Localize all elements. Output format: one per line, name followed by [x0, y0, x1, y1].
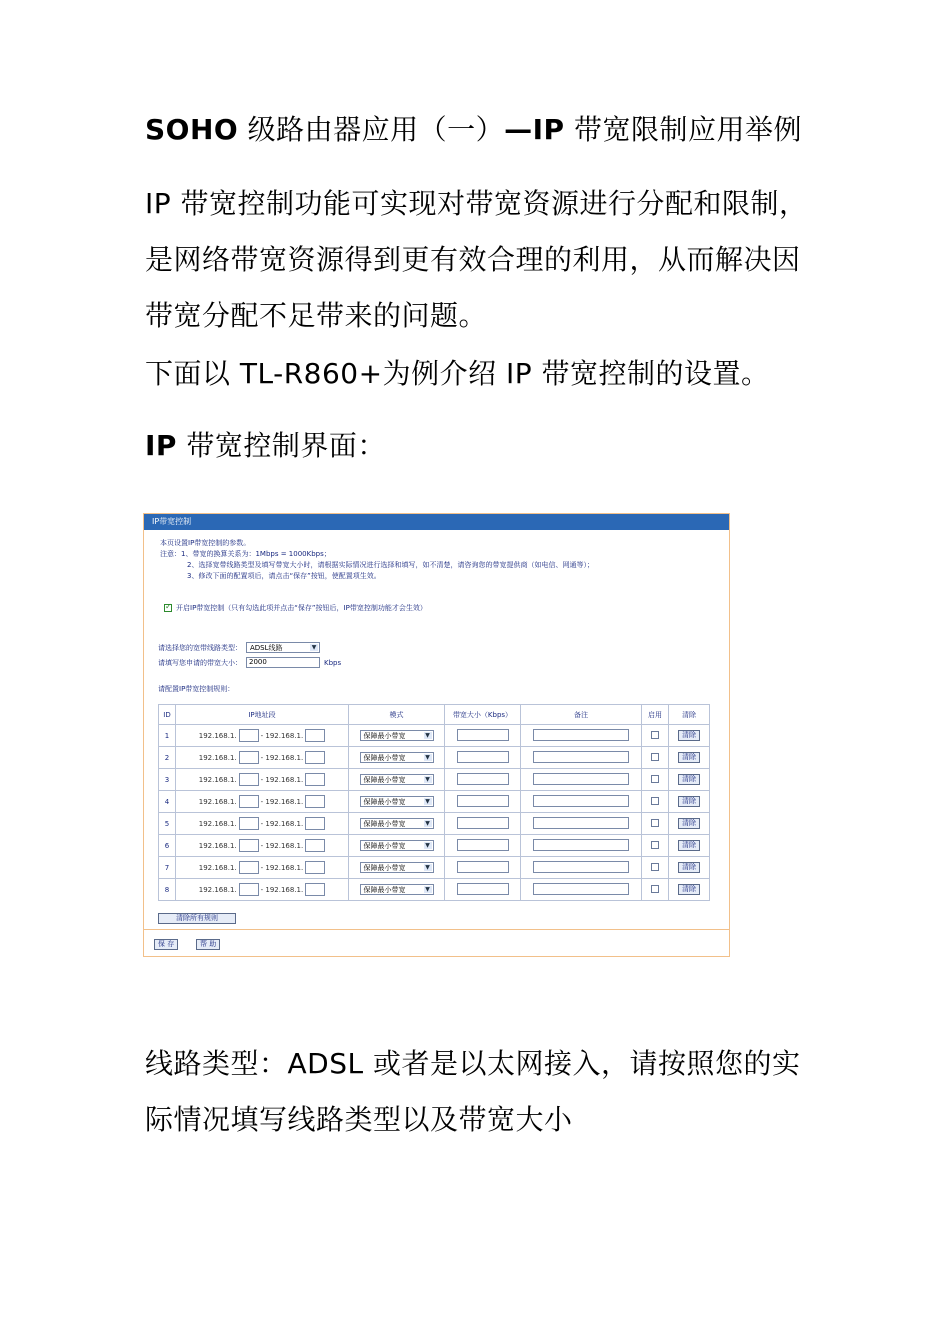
line-type-row: [158, 642, 320, 653]
chevron-down-icon: ▼: [425, 798, 430, 805]
mode-cell: [349, 747, 445, 769]
ip-start-input[interactable]: [239, 751, 259, 764]
rule-bandwidth-input[interactable]: [457, 839, 509, 851]
bandwidth-cell: [445, 835, 521, 857]
title-mid: 级路由器应用（一）: [238, 113, 505, 146]
enable-cell: [642, 725, 669, 747]
enable-cell: [642, 879, 669, 901]
rule-id: 5: [159, 813, 176, 835]
rule-enable-checkbox[interactable]: [651, 885, 659, 893]
rule-clear-button[interactable]: 清除: [678, 862, 700, 873]
bandwidth-cell: [445, 769, 521, 791]
note-cell: [521, 835, 642, 857]
ip-end-input[interactable]: [305, 751, 325, 764]
ip-end-input[interactable]: [305, 729, 325, 742]
enable-cell: [642, 813, 669, 835]
col-clear: 清除: [669, 705, 710, 725]
ip-range-cell: [176, 791, 349, 813]
enable-cell: [642, 835, 669, 857]
note-cell: [521, 813, 642, 835]
mode-cell: [349, 725, 445, 747]
bandwidth-input[interactable]: 2000: [246, 657, 320, 668]
mode-value: 保障最小带宽: [363, 797, 406, 806]
note-cell: [521, 857, 642, 879]
mode-value: 保障最小带宽: [363, 863, 406, 872]
rule-enable-checkbox[interactable]: [651, 797, 659, 805]
rule-id: 6: [159, 835, 176, 857]
clear-cell: [669, 879, 710, 901]
clear-cell: [669, 747, 710, 769]
rule-bandwidth-input[interactable]: [457, 817, 509, 829]
enable-row: [164, 603, 427, 613]
chevron-down-icon: ▼: [425, 732, 430, 739]
rule-id: 8: [159, 879, 176, 901]
col-id: ID: [159, 705, 176, 725]
ip-prefix: 192.168.1.: [198, 863, 237, 872]
ip-sep: - 192.168.1.: [260, 797, 304, 806]
chevron-down-icon: ▼: [425, 820, 430, 827]
ip-range-cell: [176, 879, 349, 901]
ip-start-input[interactable]: [239, 729, 259, 742]
rule-note-input[interactable]: [533, 839, 629, 851]
table-row: [159, 769, 710, 791]
mode-cell: [349, 879, 445, 901]
mode-value: 保障最小带宽: [363, 731, 406, 740]
clear-cell: [669, 725, 710, 747]
clear-cell: [669, 813, 710, 835]
p1-line2: 是网络带宽资源得到更有效合理的利用，从而解决因: [145, 243, 801, 276]
table-row: [159, 835, 710, 857]
ip-start-input[interactable]: [239, 773, 259, 786]
title-bold-ip: —IP: [504, 113, 565, 146]
ip-prefix: 192.168.1.: [198, 797, 237, 806]
table-row: [159, 747, 710, 769]
rule-enable-checkbox[interactable]: [651, 775, 659, 783]
mode-value: 保障最小带宽: [363, 885, 406, 894]
paragraph-3: [145, 418, 386, 474]
ip-prefix: 192.168.1.: [198, 775, 237, 784]
p3-rest: 带宽控制界面：: [176, 429, 386, 462]
rule-bandwidth-input[interactable]: [457, 773, 509, 785]
rules-label: 请配置IP带宽控制规则：: [158, 685, 235, 693]
mode-cell: [349, 791, 445, 813]
ip-range-cell: [176, 747, 349, 769]
p1-line3: 带宽分配不足带来的问题。: [145, 299, 488, 332]
rule-clear-button[interactable]: 清除: [678, 840, 700, 851]
bandwidth-cell: [445, 857, 521, 879]
rule-note-input[interactable]: [533, 729, 629, 741]
ip-sep: - 192.168.1.: [260, 753, 304, 762]
mode-select[interactable]: [360, 752, 434, 763]
enable-checkbox[interactable]: [164, 604, 172, 612]
mode-select[interactable]: [360, 862, 434, 873]
rule-enable-checkbox[interactable]: [651, 731, 659, 739]
clear-cell: [669, 857, 710, 879]
col-enable: 启用: [642, 705, 669, 725]
ip-prefix: 192.168.1.: [198, 819, 237, 828]
mode-value: 保障最小带宽: [363, 753, 406, 762]
p3-bold: IP: [145, 429, 177, 462]
ip-sep: - 192.168.1.: [260, 863, 304, 872]
ip-sep: - 192.168.1.: [260, 775, 304, 784]
ip-end-input[interactable]: [305, 795, 325, 808]
paragraph-1: [145, 176, 808, 344]
mode-select[interactable]: [360, 818, 434, 829]
mode-select[interactable]: [360, 884, 434, 895]
bandwidth-unit: Kbps: [324, 658, 342, 667]
enable-cell: [642, 857, 669, 879]
ip-end-input[interactable]: [305, 773, 325, 786]
chevron-down-icon: ▼: [425, 886, 430, 893]
ip-start-input[interactable]: [239, 883, 259, 896]
ip-start-input[interactable]: [239, 817, 259, 830]
clear-cell: [669, 791, 710, 813]
paragraph-2: 下面以 TL-R860+为例介绍 IP 带宽控制的设置。: [145, 357, 770, 390]
rule-note-input[interactable]: [533, 751, 629, 763]
rule-id: 3: [159, 769, 176, 791]
note-cell: [521, 791, 642, 813]
p1-line1: IP 带宽控制功能可实现对带宽资源进行分配和限制，: [145, 187, 808, 220]
rule-bandwidth-input[interactable]: [457, 883, 509, 895]
ip-range-cell: [176, 835, 349, 857]
enable-label: 开启IP带宽控制（只有勾选此项并点击“保存”按钮后，IP带宽控制功能才会生效）: [176, 604, 427, 612]
rule-note-input[interactable]: [533, 817, 629, 829]
rule-bandwidth-input[interactable]: [457, 861, 509, 873]
bandwidth-cell: [445, 725, 521, 747]
panel-notes: [160, 538, 594, 582]
line-type-select[interactable]: [246, 642, 320, 653]
save-button[interactable]: 保 存: [154, 939, 178, 950]
mode-value: 保障最小带宽: [363, 841, 406, 850]
clear-cell: [669, 769, 710, 791]
ip-range-cell: [176, 813, 349, 835]
line-type-label: 请选择您的宽带线路类型：: [158, 643, 242, 652]
bandwidth-cell: [445, 879, 521, 901]
chevron-down-icon: ▼: [425, 776, 430, 783]
bandwidth-cell: [445, 791, 521, 813]
table-row: [159, 879, 710, 901]
chevron-down-icon: ▼: [425, 864, 430, 871]
rule-enable-checkbox[interactable]: [651, 819, 659, 827]
note-cell: [521, 725, 642, 747]
enable-cell: [642, 791, 669, 813]
note-cell: [521, 769, 642, 791]
ip-sep: - 192.168.1.: [260, 841, 304, 850]
enable-cell: [642, 747, 669, 769]
ip-start-input[interactable]: [239, 861, 259, 874]
help-button[interactable]: 帮 助: [196, 939, 220, 950]
col-mode: 模式: [349, 705, 445, 725]
panel-header: IP带宽控制: [144, 514, 729, 530]
rule-enable-checkbox[interactable]: [651, 841, 659, 849]
mode-select[interactable]: [360, 840, 434, 851]
rule-note-input[interactable]: [533, 861, 629, 873]
rules-table: [158, 704, 710, 901]
col-bandwidth: 带宽大小（Kbps）: [445, 705, 521, 725]
ip-range-cell: [176, 857, 349, 879]
rules-header-row: [159, 705, 710, 725]
mode-cell: [349, 769, 445, 791]
note-cell: [521, 879, 642, 901]
ip-sep: - 192.168.1.: [260, 885, 304, 894]
ip-bandwidth-panel: [143, 513, 730, 957]
clear-all-button[interactable]: 清除所有规则: [158, 913, 236, 924]
mode-cell: [349, 857, 445, 879]
mode-cell: [349, 813, 445, 835]
rule-clear-button[interactable]: 清除: [678, 818, 700, 829]
mode-value: 保障最小带宽: [363, 775, 406, 784]
mode-cell: [349, 835, 445, 857]
note-1: 注意：1、带宽的换算关系为：1Mbps = 1000Kbps；: [160, 550, 331, 558]
rule-clear-button[interactable]: 清除: [678, 774, 700, 785]
clear-cell: [669, 835, 710, 857]
bandwidth-label: 请填写您申请的带宽大小：: [158, 658, 242, 667]
rule-note-input[interactable]: [533, 773, 629, 785]
ip-end-input[interactable]: [305, 839, 325, 852]
note-cell: [521, 747, 642, 769]
mode-value: 保障最小带宽: [363, 819, 406, 828]
ip-start-input[interactable]: [239, 839, 259, 852]
chevron-down-icon: ▼: [311, 644, 317, 651]
table-row: [159, 857, 710, 879]
rule-id: 7: [159, 857, 176, 879]
rule-id: 4: [159, 791, 176, 813]
rule-bandwidth-input[interactable]: [457, 751, 509, 763]
table-row: [159, 813, 710, 835]
mode-select[interactable]: [360, 796, 434, 807]
enable-cell: [642, 769, 669, 791]
ip-range-cell: [176, 769, 349, 791]
doc-title: [145, 102, 802, 158]
ip-start-input[interactable]: [239, 795, 259, 808]
rule-clear-button[interactable]: 清除: [678, 884, 700, 895]
col-ip-range: IP地址段: [176, 705, 349, 725]
note-2: 2、选择宽带线路类型及填写带宽大小时，请根据实际情况进行选择和填写，如不清楚，请咨询您的带宽提供商（如电信、网通等）；: [187, 561, 594, 569]
ip-end-input[interactable]: [305, 883, 325, 896]
title-suffix: 带宽限制应用举例: [564, 113, 802, 146]
rule-clear-button[interactable]: 清除: [678, 752, 700, 763]
rule-bandwidth-input[interactable]: [457, 729, 509, 741]
bandwidth-cell: [445, 747, 521, 769]
note-0: 本页设置IP带宽控制的参数。: [160, 539, 251, 547]
table-row: [159, 791, 710, 813]
ip-prefix: 192.168.1.: [198, 753, 237, 762]
rule-bandwidth-input[interactable]: [457, 795, 509, 807]
p4-line1: 线路类型：ADSL 或者是以太网接入，请按照您的实: [145, 1047, 801, 1080]
rule-note-input[interactable]: [533, 795, 629, 807]
ip-end-input[interactable]: [305, 817, 325, 830]
note-3: 3、修改下面的配置项后，请点击“保存”按钮，使配置项生效。: [187, 572, 381, 580]
chevron-down-icon: ▼: [425, 842, 430, 849]
rule-clear-button[interactable]: 清除: [678, 730, 700, 741]
rule-id: 2: [159, 747, 176, 769]
bandwidth-row: [158, 657, 341, 668]
ip-sep: - 192.168.1.: [260, 731, 304, 740]
line-type-value: ADSL线路: [250, 643, 283, 652]
chevron-down-icon: ▼: [425, 754, 430, 761]
paragraph-4: [145, 1036, 801, 1148]
rule-enable-checkbox[interactable]: [651, 863, 659, 871]
rule-enable-checkbox[interactable]: [651, 753, 659, 761]
table-row: [159, 725, 710, 747]
ip-prefix: 192.168.1.: [198, 885, 237, 894]
ip-range-cell: [176, 725, 349, 747]
col-note: 备注: [521, 705, 642, 725]
ip-prefix: 192.168.1.: [198, 731, 237, 740]
p4-line2: 际情况填写线路类型以及带宽大小: [145, 1103, 573, 1136]
title-prefix: SOHO: [145, 113, 239, 146]
ip-end-input[interactable]: [305, 861, 325, 874]
ip-prefix: 192.168.1.: [198, 841, 237, 850]
mode-select[interactable]: [360, 774, 434, 785]
rule-clear-button[interactable]: 清除: [678, 796, 700, 807]
ip-sep: - 192.168.1.: [260, 819, 304, 828]
rule-id: 1: [159, 725, 176, 747]
mode-select[interactable]: [360, 730, 434, 741]
bandwidth-cell: [445, 813, 521, 835]
rule-note-input[interactable]: [533, 883, 629, 895]
bottom-bar: [144, 929, 729, 957]
